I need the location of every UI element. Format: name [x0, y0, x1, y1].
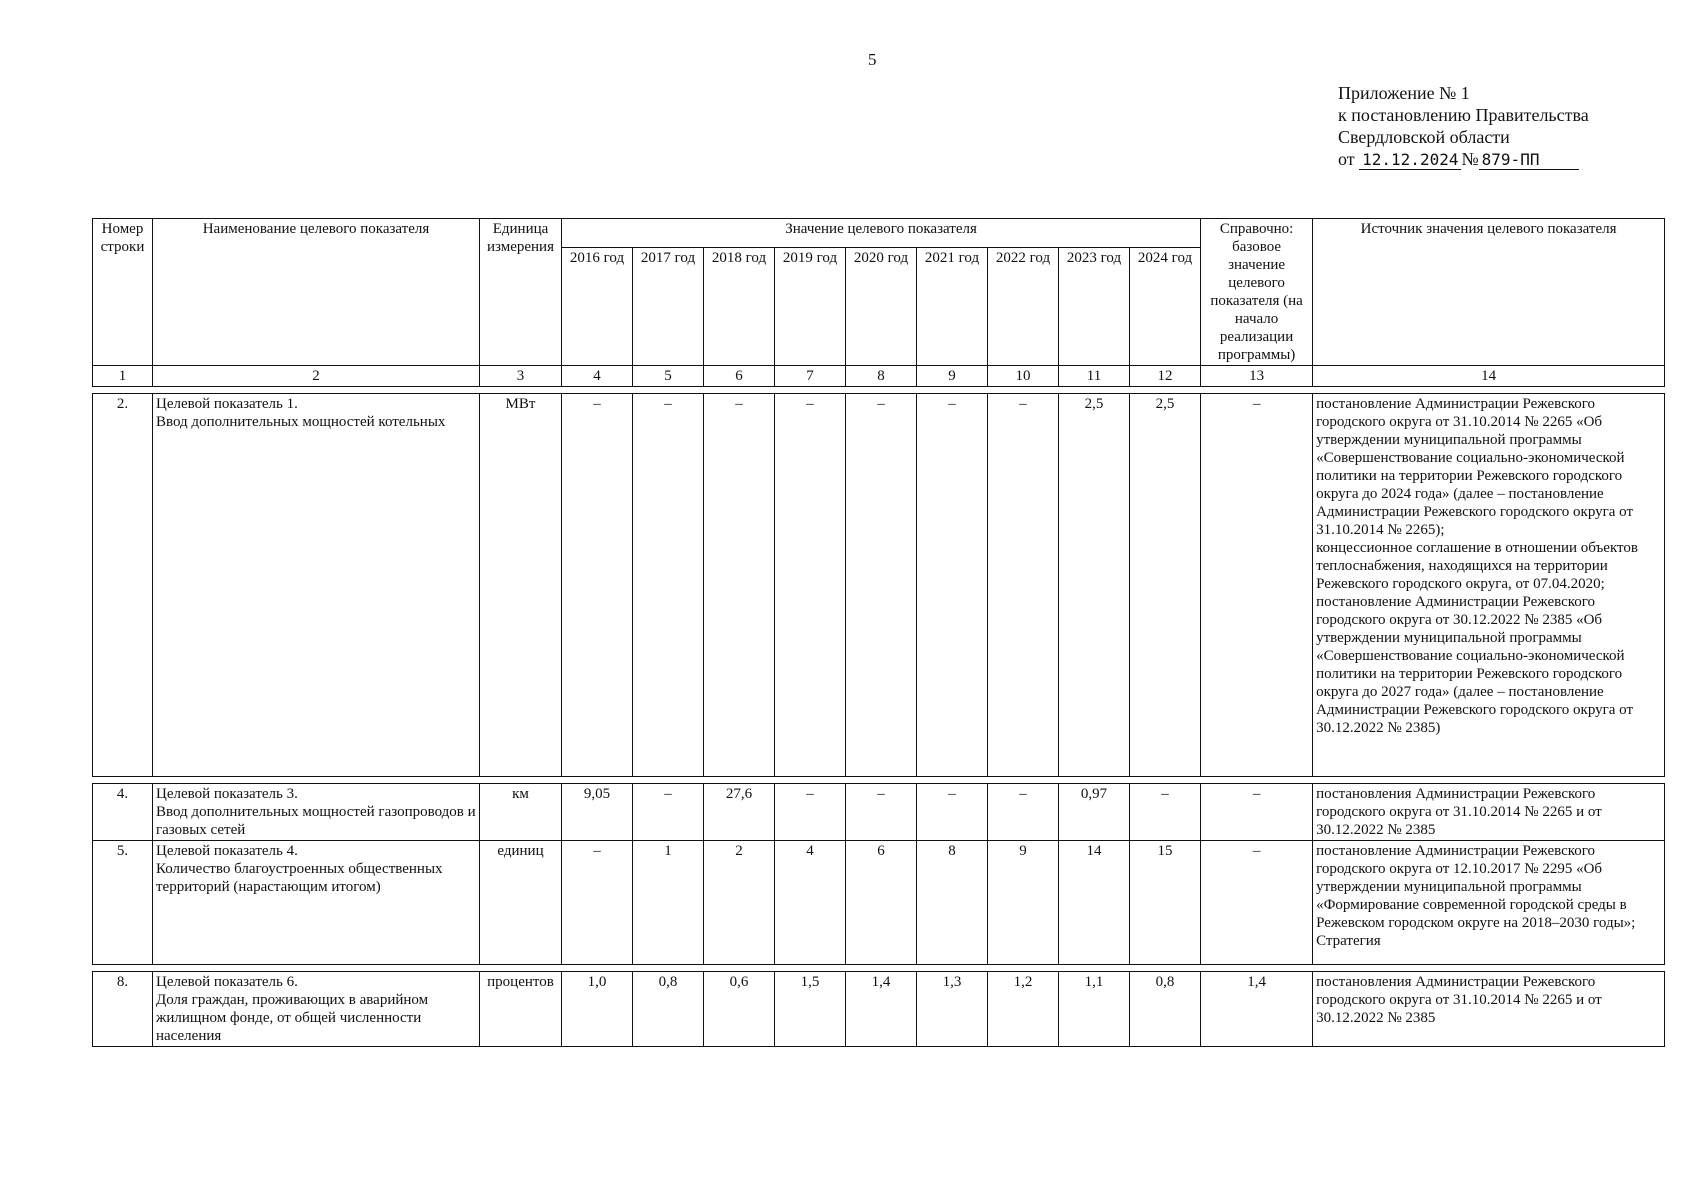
- page-number: 5: [868, 50, 877, 69]
- header-year: 2016 год: [562, 248, 633, 366]
- column-index: 5: [633, 366, 704, 387]
- indicator-name: Целевой показатель 6. Доля граждан, проживающих в аварийном жилищном фонде, от общей численности населения: [153, 972, 480, 1047]
- indicator-value: 0,8: [1130, 972, 1201, 1047]
- indicator-value: 1,4: [846, 972, 917, 1047]
- appendix-number: 879-ПП: [1479, 150, 1580, 170]
- indicator-value: 6: [846, 841, 917, 965]
- indicator-value: –: [988, 394, 1059, 777]
- appendix-header: [1338, 82, 1589, 171]
- row-number: 4.: [93, 784, 153, 841]
- indicator-value: –: [775, 784, 846, 841]
- header-year: 2020 год: [846, 248, 917, 366]
- column-index: 6: [704, 366, 775, 387]
- indicator-value: –: [775, 394, 846, 777]
- indicator-value: –: [1130, 784, 1201, 841]
- indicator-value: –: [917, 784, 988, 841]
- separator-cell: [93, 965, 1665, 972]
- appendix-number-sign: №: [1461, 149, 1479, 169]
- indicator-value: 1: [633, 841, 704, 965]
- row-number: 8.: [93, 972, 153, 1047]
- column-index: 9: [917, 366, 988, 387]
- header-unit: Единица измерения: [480, 219, 562, 366]
- indicator-value: –: [633, 784, 704, 841]
- indicator-value: 9: [988, 841, 1059, 965]
- table-row: [93, 841, 1665, 965]
- header-source: Источник значения целевого показателя: [1313, 219, 1665, 366]
- indicator-source: постановления Администрации Режевского городского округа от 31.10.2014 № 2265 и от 30.12.2022 № 2385: [1313, 972, 1665, 1047]
- indicator-reference: 1,4: [1201, 972, 1313, 1047]
- header-year: 2024 год: [1130, 248, 1201, 366]
- indicator-unit: км: [480, 784, 562, 841]
- indicator-value: 1,5: [775, 972, 846, 1047]
- separator-cell: [93, 387, 1665, 394]
- indicator-value: –: [704, 394, 775, 777]
- column-index: 14: [1313, 366, 1665, 387]
- header-row: [93, 219, 1665, 248]
- indicator-value: 9,05: [562, 784, 633, 841]
- header-year: 2023 год: [1059, 248, 1130, 366]
- appendix-line-4: [1338, 148, 1589, 171]
- table-row: [93, 394, 1665, 777]
- column-index: 11: [1059, 366, 1130, 387]
- header-name: Наименование целевого показателя: [153, 219, 480, 366]
- indicator-unit: процентов: [480, 972, 562, 1047]
- indicator-value: –: [562, 841, 633, 965]
- indicator-value: 0,97: [1059, 784, 1130, 841]
- indicator-name: Целевой показатель 1. Ввод дополнительных мощностей котельных: [153, 394, 480, 777]
- indicator-reference: –: [1201, 394, 1313, 777]
- indicator-reference: –: [1201, 841, 1313, 965]
- indicator-source: постановления Администрации Режевского городского округа от 31.10.2014 № 2265 и от 30.12.2022 № 2385: [1313, 784, 1665, 841]
- indicator-reference: –: [1201, 784, 1313, 841]
- indicator-value: –: [562, 394, 633, 777]
- column-index: 13: [1201, 366, 1313, 387]
- indicator-value: –: [633, 394, 704, 777]
- indicator-value: 0,6: [704, 972, 775, 1047]
- indicator-value: –: [846, 394, 917, 777]
- indicator-value: 1,1: [1059, 972, 1130, 1047]
- indicator-source: постановление Администрации Режевского городского округа от 12.10.2017 № 2295 «Об утверждении муниципальной программы «Формирование современной городской среды в Режевском городском округе на 2018–2030 годы»; Стратегия: [1313, 841, 1665, 965]
- row-separator: [93, 387, 1665, 394]
- header-year: 2019 год: [775, 248, 846, 366]
- column-index: 12: [1130, 366, 1201, 387]
- indicator-source: постановление Администрации Режевского городского округа от 31.10.2014 № 2265 «Об утверждении муниципальной программы «Совершенствование социально-экономической политики на территории Режевского городского округа до 2024 года» (далее – постановление Администрации Режевского городского округа от 31.10.2014 № 2265); концессионное соглашение в отношении объектов теплоснабжения, находящихся на территории Режевского городского округа, от 07.04.2020; постановление Администрации Режевского городского округа от 30.12.2022 № 2385 «Об утверждении муниципальной программы «Совершенствование социально-экономической политики на территории Режевского городского округа до 2027 года» (далее – постановление Администрации Режевского городского округа от 30.12.2022 № 2385): [1313, 394, 1665, 777]
- header-reference: Справочно: базовое значение целевого показателя (на начало реализации программы): [1201, 219, 1313, 366]
- target-indicators-table: [92, 218, 1665, 1047]
- header-year: 2021 год: [917, 248, 988, 366]
- row-number: 2.: [93, 394, 153, 777]
- table-row: [93, 784, 1665, 841]
- column-index: 7: [775, 366, 846, 387]
- indicator-value: 4: [775, 841, 846, 965]
- indicator-value: 1,2: [988, 972, 1059, 1047]
- indicator-value: –: [846, 784, 917, 841]
- column-index: 8: [846, 366, 917, 387]
- indicator-unit: единиц: [480, 841, 562, 965]
- indicator-value: –: [917, 394, 988, 777]
- indicator-value: 2: [704, 841, 775, 965]
- header-values-group: Значение целевого показателя: [562, 219, 1201, 248]
- column-index: 10: [988, 366, 1059, 387]
- indicator-value: 0,8: [633, 972, 704, 1047]
- indicator-value: –: [988, 784, 1059, 841]
- indicator-value: 1,3: [917, 972, 988, 1047]
- appendix-line-1: Приложение № 1: [1338, 83, 1470, 103]
- indicator-value: 27,6: [704, 784, 775, 841]
- indicator-name: Целевой показатель 4. Количество благоустроенных общественных территорий (нарастающим итогом): [153, 841, 480, 965]
- column-index: 1: [93, 366, 153, 387]
- header-year: 2022 год: [988, 248, 1059, 366]
- indicator-value: 1,0: [562, 972, 633, 1047]
- row-separator: [93, 777, 1665, 784]
- row-separator: [93, 965, 1665, 972]
- header-year: 2018 год: [704, 248, 775, 366]
- column-index: 4: [562, 366, 633, 387]
- appendix-prefix: от: [1338, 149, 1355, 169]
- table-row: [93, 972, 1665, 1047]
- appendix-date: 12.12.2024: [1359, 150, 1461, 170]
- column-index: 3: [480, 366, 562, 387]
- separator-cell: [93, 777, 1665, 784]
- indicator-value: 2,5: [1130, 394, 1201, 777]
- column-index: 2: [153, 366, 480, 387]
- header-row-number: Номер строки: [93, 219, 153, 366]
- header-year: 2017 год: [633, 248, 704, 366]
- indicator-name: Целевой показатель 3. Ввод дополнительных мощностей газопроводов и газовых сетей: [153, 784, 480, 841]
- appendix-line-2: к постановлению Правительства: [1338, 105, 1589, 125]
- indicator-unit: МВт: [480, 394, 562, 777]
- indicator-value: 8: [917, 841, 988, 965]
- indicator-value: 15: [1130, 841, 1201, 965]
- indicator-value: 14: [1059, 841, 1130, 965]
- column-index-row: [93, 366, 1665, 387]
- appendix-line-3: Свердловской области: [1338, 127, 1510, 147]
- indicator-value: 2,5: [1059, 394, 1130, 777]
- row-number: 5.: [93, 841, 153, 965]
